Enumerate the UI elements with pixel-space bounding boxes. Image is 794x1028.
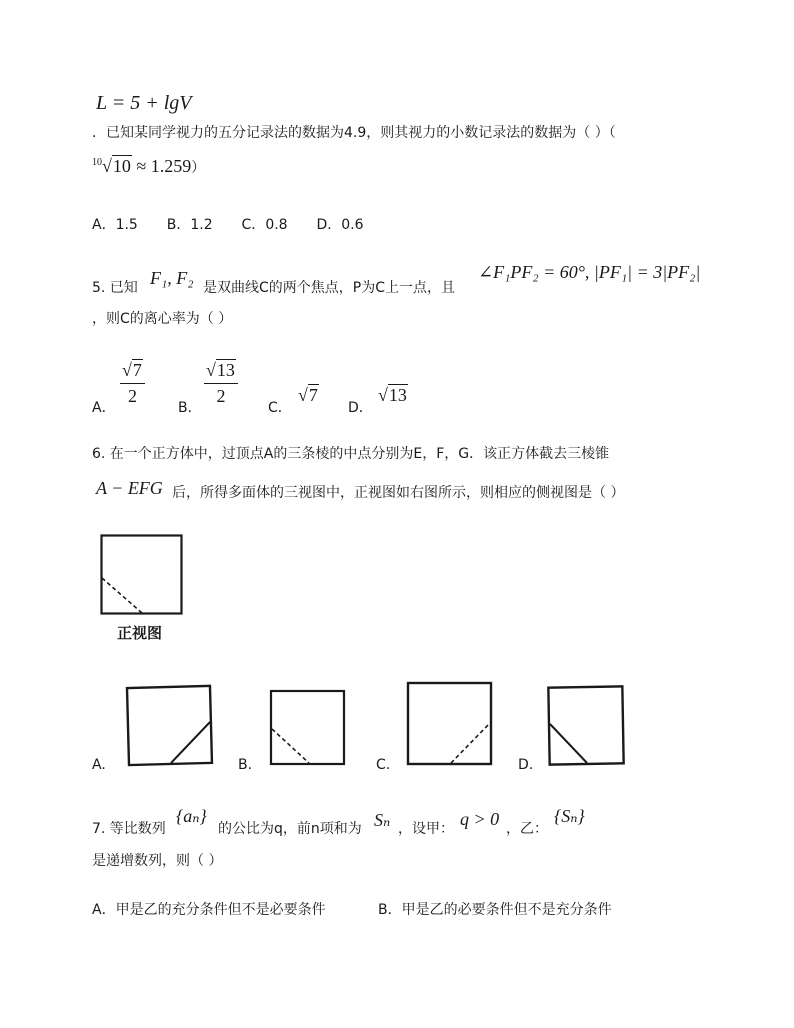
q4-option-a[interactable]: A．1.5 [92, 217, 138, 233]
q6-option-a-figure[interactable] [124, 684, 216, 768]
front-view-figure [98, 532, 188, 618]
q6-option-a-label[interactable]: A. [92, 757, 106, 773]
q5-option-c-label[interactable]: C． [268, 400, 292, 416]
q7-prefix: 7. 等比数列 [92, 821, 166, 837]
q7-option-a[interactable]: A．甲是乙的充分条件但不是必要条件 [92, 902, 326, 918]
front-view-square [102, 536, 182, 614]
q5-option-b-label[interactable]: B． [178, 400, 202, 416]
q7-cond-yi: {Sₙ} [554, 806, 585, 826]
front-view-hidden-edge [102, 578, 142, 613]
q5-option-a-value[interactable]: $\frac{√7}{2}$ [120, 360, 145, 407]
q5-stem-end: ，则C的离心率为（ ） [92, 311, 233, 327]
q6-option-c-hidden-edge [451, 723, 490, 763]
q4-hint: $^{10}$√10 ≈ 1.259） [92, 156, 206, 176]
q6-option-b-label[interactable]: B. [238, 757, 253, 773]
q5-options [92, 360, 492, 416]
q6-option-d-label[interactable]: D. [518, 757, 534, 773]
q6-stem-math: A − EFG [96, 478, 163, 498]
q6-stem-line2: 后，所得多面体的三视图中，正视图如右图所示，则相应的侧视图是（ ） [172, 485, 625, 501]
q4-options [92, 214, 364, 234]
q6-option-a-edge [171, 722, 210, 763]
front-view-caption: 正视图 [117, 624, 163, 642]
q4-option-d[interactable]: D．0.6 [316, 217, 364, 233]
q7-cond-jia: q > 0 [460, 809, 500, 829]
q5-option-a-label[interactable]: A． [92, 400, 116, 416]
q4-stem: ．已知某同学视力的五分记录法的数据为4.9，则其视力的小数记录法的数据为（ ）（ [92, 125, 616, 141]
q5-prefix: 5. 已知 [92, 280, 138, 296]
q4-formula: L = 5 + lgV [96, 92, 192, 114]
q7-stem-line2: 是递增数列，则（ ） [92, 853, 223, 869]
q7-stem-c: ，乙： [506, 821, 548, 837]
q6-option-c-label[interactable]: C. [376, 757, 391, 773]
q7-sum: Sₙ [374, 810, 391, 830]
q4-option-c[interactable]: C．0.8 [241, 217, 288, 233]
q5-stem-mid: 是双曲线C的两个焦点，P为C上一点，且 [203, 280, 455, 296]
q5-option-d-label[interactable]: D． [348, 400, 373, 416]
q5-option-c-value[interactable]: √7 [298, 385, 318, 405]
q4-option-b[interactable]: B．1.2 [166, 217, 213, 233]
q6-option-b-hidden-edge [272, 729, 309, 763]
q6-option-d-figure[interactable] [546, 684, 628, 768]
q7-seq: {aₙ} [176, 806, 207, 826]
q5-condition: ∠F₁PF₂ = 60°, |PF₁| = 3|PF₂| [478, 262, 701, 282]
q6-option-b-figure[interactable] [268, 688, 348, 768]
q6-option-c-figure[interactable] [404, 680, 496, 768]
q5-option-d-value[interactable]: √13 [378, 385, 407, 405]
q7-stem-a: 的公比为q，前n项和为 [218, 821, 362, 837]
q6-option-d-edge [550, 724, 587, 763]
q5-option-b-value[interactable]: $\frac{√13}{2}$ [204, 360, 238, 407]
q7-option-b[interactable]: B．甲是乙的必要条件但不是充分条件 [378, 902, 612, 918]
q7-stem-b: ，设甲： [398, 821, 454, 837]
q5-foci: F₁, F₂ [150, 268, 194, 288]
q6-stem-line1: 6. 在一个正方体中，过顶点A的三条棱的中点分别为E，F，G．该正方体截去三棱锥 [92, 446, 610, 462]
